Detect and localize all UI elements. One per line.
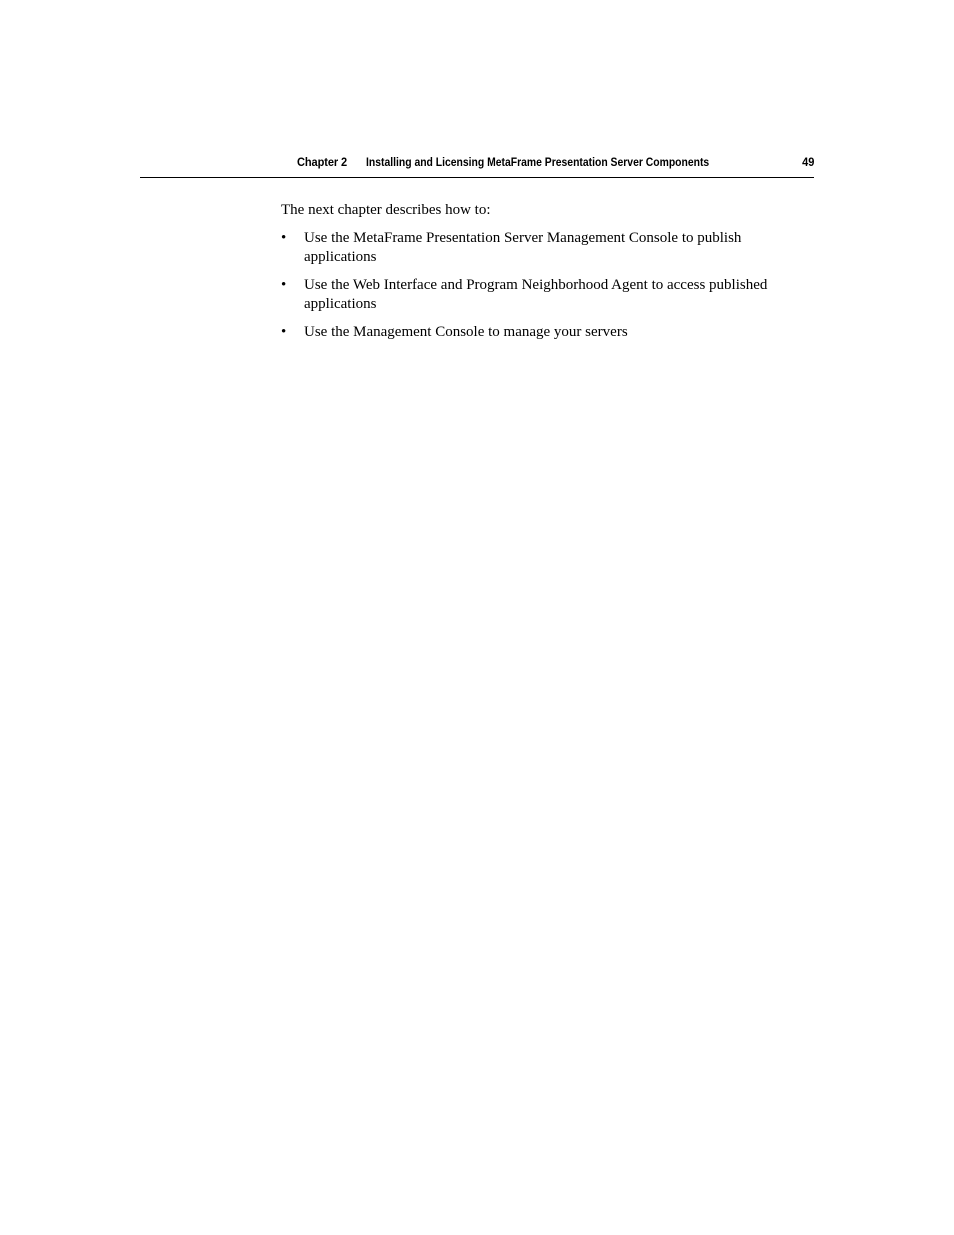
intro-paragraph: The next chapter describes how to: (281, 202, 491, 218)
bullet-icon: • (281, 324, 287, 340)
chapter-title: Installing and Licensing MetaFrame Presentation Server Components (366, 155, 710, 169)
list-item-text: Use the MetaFrame Presentation Server Management Console to publish applications (304, 230, 742, 265)
body-text (281, 201, 781, 351)
bullet-list (281, 229, 781, 342)
list-item-text: Use the Management Console to manage your servers (304, 324, 628, 340)
list-item (281, 323, 779, 342)
page-number: 49 (801, 155, 814, 169)
list-item (281, 276, 779, 314)
running-header (140, 150, 814, 178)
chapter-label: Chapter 2 (297, 155, 348, 169)
list-item (281, 229, 779, 267)
list-item-text: Use the Web Interface and Program Neighborhood Agent to access published applications (304, 277, 768, 312)
bullet-icon: • (281, 277, 287, 293)
bullet-icon: • (281, 230, 287, 246)
